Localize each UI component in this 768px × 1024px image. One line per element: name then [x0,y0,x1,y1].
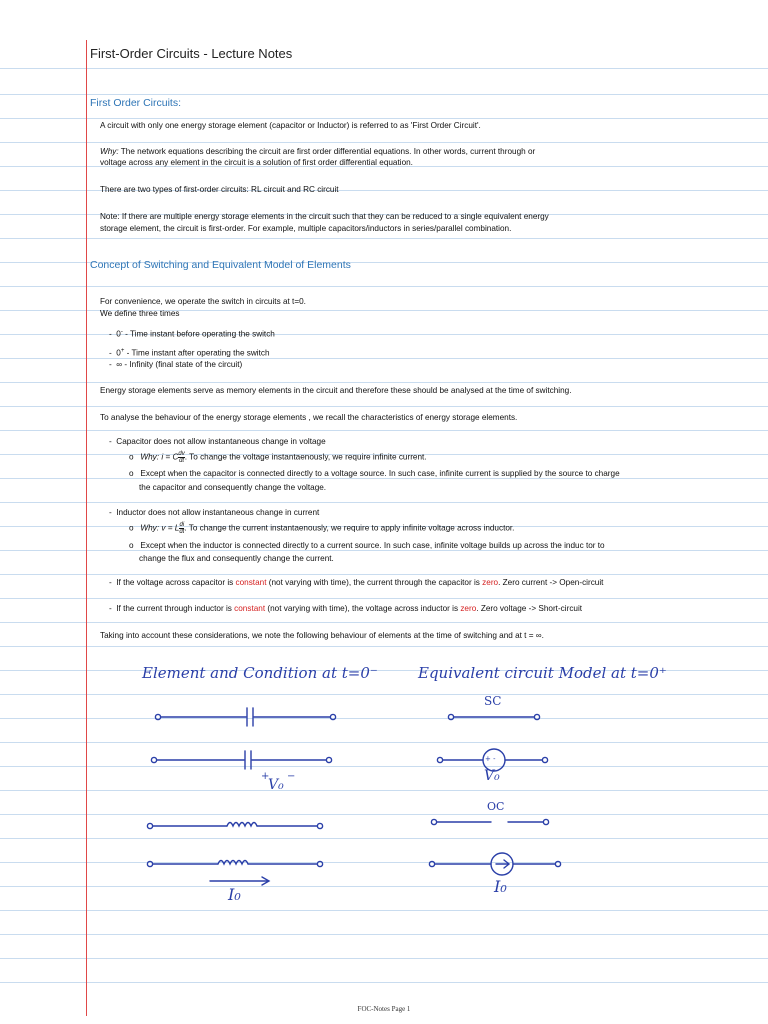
rule-inductor-short-circuit: - If the current through inductor is constant (not varying with time), the voltage across inductor is zero. Zero voltage -> Short-circuit [109,604,583,613]
fraction-numerator: di [179,522,185,528]
open-circuit-symbol [431,819,548,824]
inductor-why: o Why: v = L $\frac{di}{dt}$ . To change the current instantaenously, we require to apply infinite voltage across inductor. [129,522,515,535]
fraction-denominator: dt [179,529,185,535]
why-label: Why: [140,523,160,533]
time-superscript: + [120,348,125,354]
paragraph-analyse: To analyse the behaviour of the energy storage elements , we recall the characteristics of energy storage elements. [100,413,518,422]
rule-text: If the current through inductor is [116,604,235,613]
why-label: Why: [100,147,119,156]
current-source-symbol [429,853,560,875]
time-text: - Time instant before operating the switch [122,329,275,339]
rule-text: . Zero voltage -> Short-circuit [476,604,583,613]
fraction-denominator: dt [179,458,185,464]
rule-text: (not varying with time), the current through the capacitor is [266,578,483,587]
paragraph-definition: A circuit with only one energy storage element (capacitor or Inductor) is referred to as 'First Order Circuit'. [100,121,481,130]
emphasis-zero: zero [482,578,499,587]
paragraph-memory-elements: Energy storage elements serve as memory elements in the circuit and therefore these should be analysed at the time of switching. [100,386,572,395]
capacitor-exception-line2: the capacitor and consequently change the voltage. [139,483,327,492]
capacitor-symbol-row2 [151,751,331,769]
emphasis-constant: constant [235,578,267,587]
inductor-exception-line1: o Except when the inductor is connected directly to a current source. In such case, infinite voltage builds up across the induc tor to [129,541,605,550]
time-symbol: ∞ [116,360,123,369]
cap-voltage-label: V₀ [268,777,284,793]
why-text: . To change the current instantaenously, we require to apply infinite voltage across inductor. [184,523,515,533]
rule-capacitor-open-circuit: - If the voltage across capacitor is constant (not varying with time), the current through the capacitor is zero. Zero current -> Open-circuit [109,578,604,587]
capacitor-symbol-row1 [155,708,335,726]
page-footer: FOC-Notes Page 1 [357,1005,411,1013]
inductor-heading-text: Inductor does not allow instantaneous change in current [116,508,320,517]
why-text: . To change the voltage instantaenously, we require infinite current. [184,452,427,462]
page-title: First-Order Circuits - Lecture Notes [90,46,293,61]
equation: i = C [161,452,179,462]
paragraph-why-line2: voltage across any element in the circuit is a solution of first order differential equation. [100,158,413,167]
cap-voltage-minus: − [287,771,296,782]
paragraph-considerations: Taking into account these considerations, we note the following behaviour of elements at the time of switching and at t = ∞. [100,631,544,640]
inductor-symbol-row3 [147,823,322,829]
sketch-right-title: Equivalent circuit Model at t=0⁺ [418,664,667,682]
capacitor-why: o Why: i = C $\frac{dv}{dt}$ . To change the voltage instantaenously, we require infinite current. [129,451,427,464]
short-circuit-label: SC [484,694,502,708]
inductor-symbol-row4 [147,861,322,886]
inductor-current-label: I₀ [228,885,241,904]
rule-text: . Zero current -> Open-circuit [498,578,604,587]
time-item-before: - 0- - Time instant before operating the switch [109,329,275,339]
emphasis-constant: constant [234,604,266,613]
time-symbol: 0 [116,329,121,339]
note-line2: storage element, the circuit is first-order. For example, multiple capacitors/inductors in series/parallel combination. [100,224,512,233]
note-line1: Note: If there are multiple energy storage elements in the circuit such that they can be reduced to a single equivalent energy [100,212,549,221]
section-heading-switching: Concept of Switching and Equivalent Model of Elements [90,259,351,271]
time-item-after: - 0+ - Time instant after operating the switch [109,348,270,358]
cap-voltage-plus: + [261,771,270,782]
emphasis-zero: zero [460,604,477,613]
paragraph-convenience: For convenience, we operate the switch in circuits at t=0. [100,297,306,306]
open-circuit-label: OC [487,800,505,813]
source-polarity-marks: + - [485,755,496,763]
equation: v = L [161,523,180,533]
source-voltage-label: V₀ [484,768,500,784]
fraction-numerator: dv [178,451,185,457]
source-current-label: I₀ [494,877,507,896]
time-item-infinity: - ∞ - Infinity (final state of the circuit) [109,360,243,369]
time-superscript: - [120,329,123,335]
inductor-heading: - Inductor does not allow instantaneous change in current [109,508,320,517]
time-symbol: 0 [116,348,121,358]
why-label: Why: [140,452,160,462]
exception-text: Except when the capacitor is connected directly to a voltage source. In such case, infinite current is supplied by the source to charge [140,469,620,478]
section-heading-first-order: First Order Circuits: [90,97,182,109]
exception-text: Except when the inductor is connected directly to a current source. In such case, infinite voltage builds up across the induc tor to [140,541,605,550]
capacitor-heading-text: Capacitor does not allow instantaneous change in voltage [116,437,326,446]
why-text: The network equations describing the circuit are first order differential equations. In other words, current through or [118,147,536,156]
paragraph-types: There are two types of first-order circuits: RL circuit and RC circuit [100,185,339,194]
rule-text: (not varying with time), the voltage across inductor is [265,604,461,613]
short-circuit-symbol [448,714,539,719]
time-text: - Infinity (final state of the circuit) [122,360,243,369]
inductor-exception-line2: change the flux and consequently change the current. [139,554,334,563]
paragraph-three-times: We define three times [100,309,180,318]
time-text: - Time instant after operating the switch [124,348,270,358]
capacitor-heading: - Capacitor does not allow instantaneous change in voltage [109,437,326,446]
capacitor-exception-line1: o Except when the capacitor is connected directly to a voltage source. In such case, infinite current is supplied by the source to charge [129,469,620,478]
sketch-left-title: Element and Condition at t=0⁻ [142,664,378,682]
rule-text: If the voltage across capacitor is [116,578,236,587]
